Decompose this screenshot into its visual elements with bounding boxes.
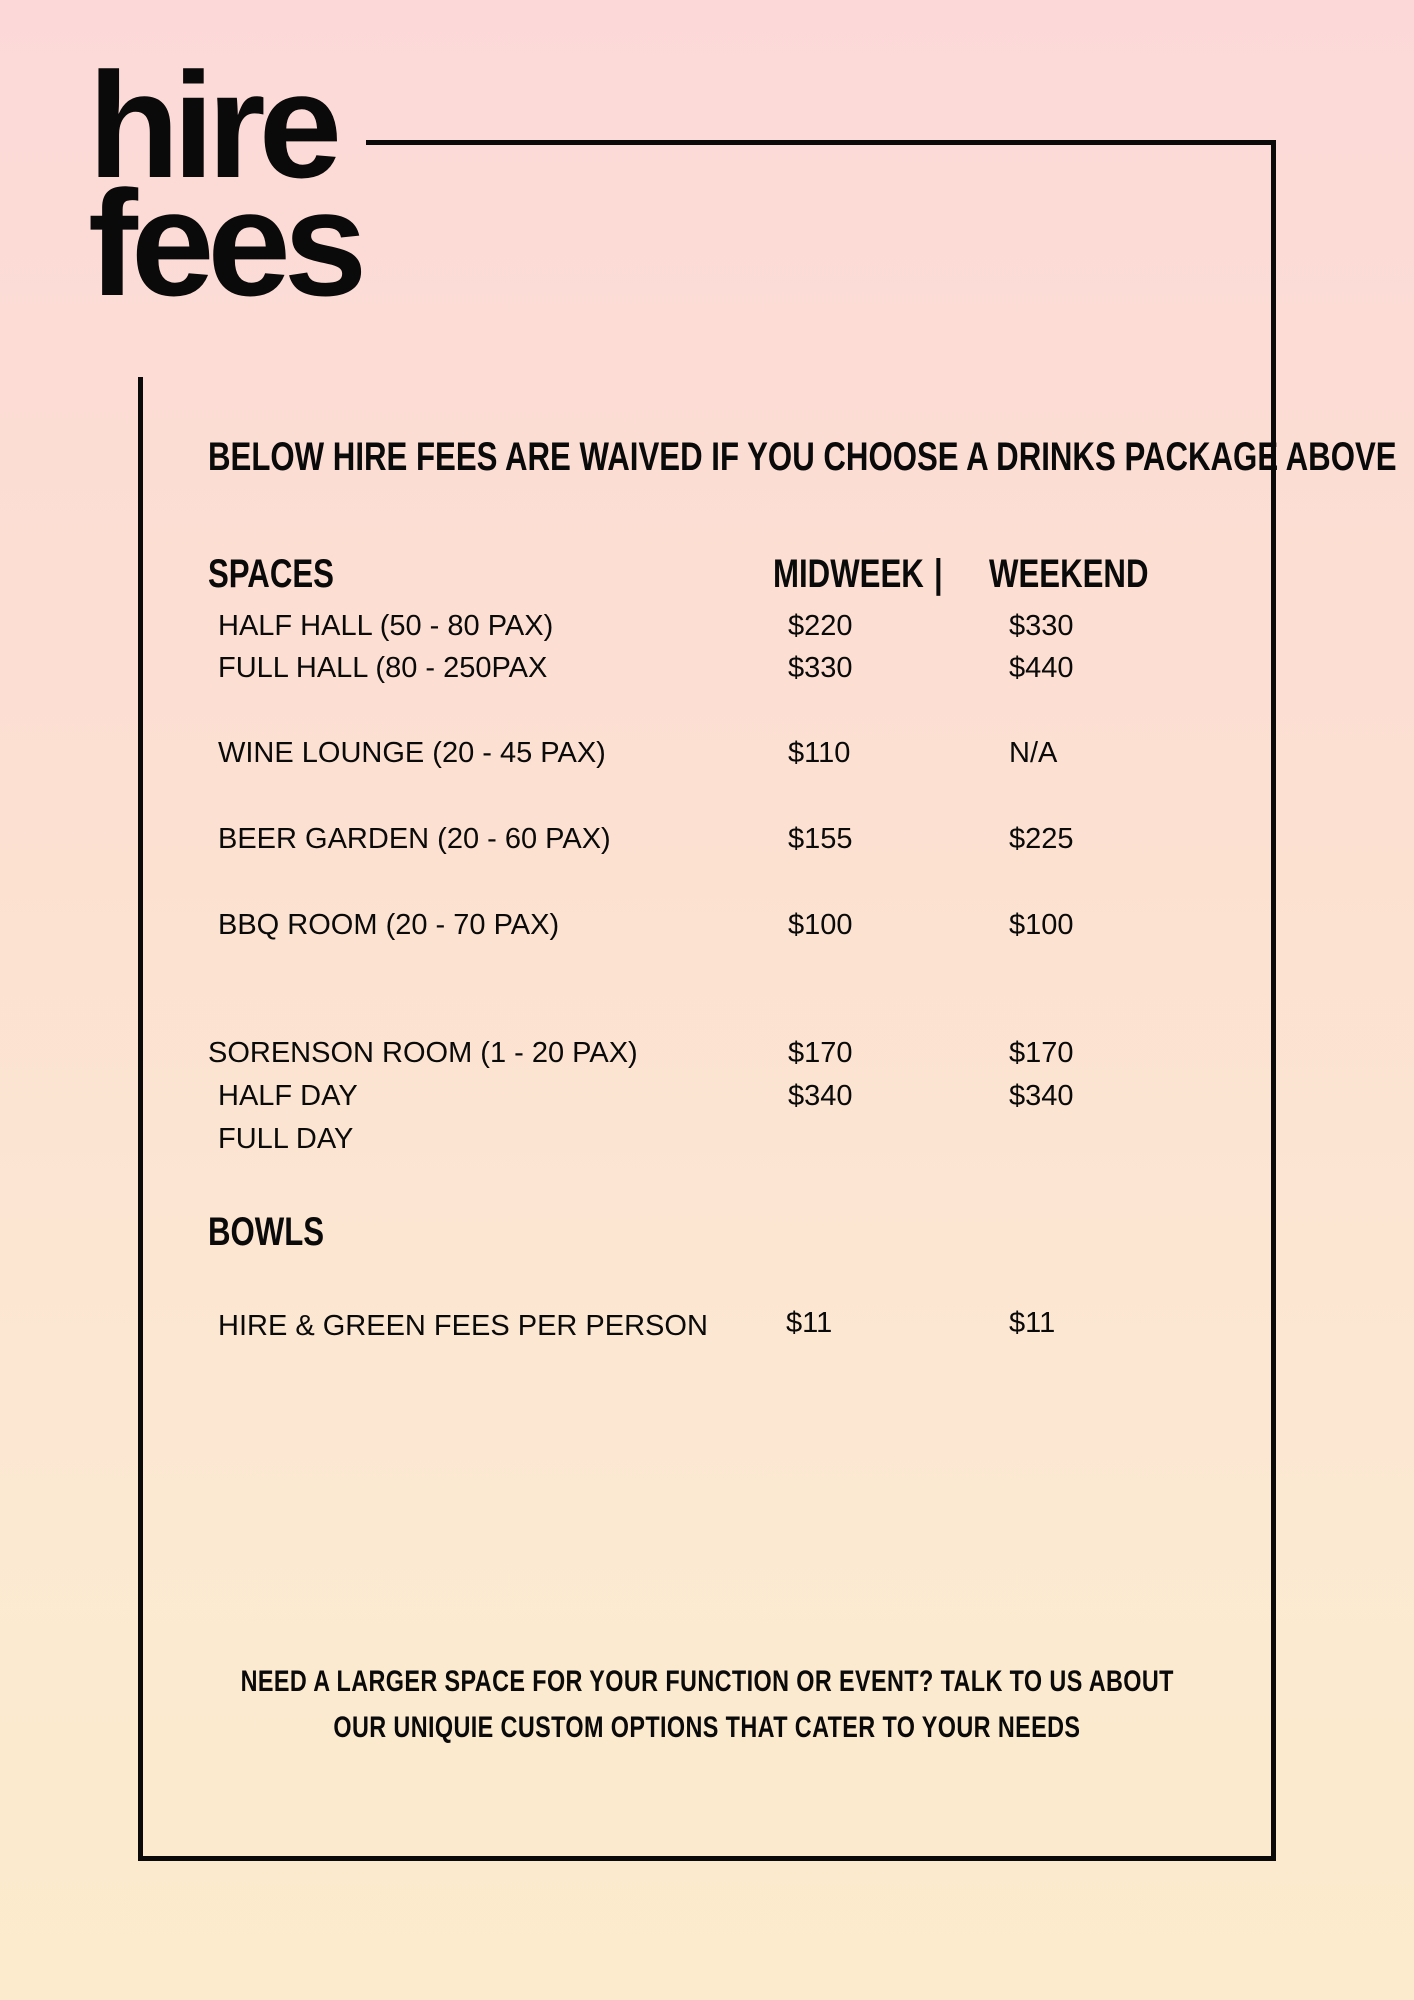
row-weekend: $330: [1009, 610, 1074, 642]
row-space: BBQ ROOM (20 - 70 PAX): [218, 909, 560, 941]
row-midweek: $155: [788, 823, 853, 855]
bowls-label: HIRE & GREEN FEES PER PERSON: [218, 1310, 708, 1342]
row-midweek: $330: [788, 652, 853, 684]
frame-right-line: [1271, 140, 1276, 1861]
row-space: HALF HALL (50 - 80 PAX): [218, 610, 554, 642]
frame-left-line: [138, 377, 143, 1861]
sorenson-midweek-2: $340: [788, 1080, 853, 1112]
frame-bottom-line: [138, 1856, 1276, 1861]
row-space: FULL HALL (80 - 250PAX: [218, 652, 548, 684]
sorenson-full-day: FULL DAY: [218, 1123, 354, 1155]
row-midweek: $110: [788, 737, 851, 769]
notice-text: BELOW HIRE FEES ARE WAIVED IF YOU CHOOSE A DRINKS PACKAGE ABOVE: [208, 435, 1397, 479]
header-midweek: MIDWEEK: [773, 552, 924, 596]
row-space: BEER GARDEN (20 - 60 PAX): [218, 823, 611, 855]
frame-top-line: [366, 140, 1276, 145]
bowls-weekend: $11: [1009, 1307, 1056, 1339]
header-spaces: SPACES: [208, 552, 334, 596]
footer-line-1-wrap: [0, 1665, 1414, 1699]
row-weekend: $100: [1009, 909, 1074, 941]
row-midweek: $220: [788, 610, 853, 642]
header-separator: |: [934, 552, 943, 596]
footer-line-2: OUR UNIQUIE CUSTOM OPTIONS THAT CATER TO YOUR NEEDS: [333, 1711, 1081, 1744]
bowls-midweek: $11: [786, 1307, 833, 1339]
sorenson-weekend-2: $340: [1009, 1080, 1074, 1112]
title-hire: hire: [88, 41, 336, 209]
header-weekend: WEEKEND: [989, 552, 1149, 596]
sorenson-weekend-1: $170: [1009, 1037, 1074, 1069]
row-midweek: $100: [788, 909, 853, 941]
row-space: WINE LOUNGE (20 - 45 PAX): [218, 737, 606, 769]
row-weekend: $440: [1009, 652, 1074, 684]
footer-line-1: NEED A LARGER SPACE FOR YOUR FUNCTION OR EVENT? TALK TO US ABOUT: [240, 1665, 1174, 1698]
title-fees: fees: [88, 159, 361, 327]
sorenson-midweek-1: $170: [788, 1037, 853, 1069]
footer-line-2-wrap: [0, 1711, 1414, 1745]
row-weekend: $225: [1009, 823, 1074, 855]
bowls-heading: BOWLS: [208, 1210, 325, 1254]
sorenson-half-day: HALF DAY: [218, 1080, 358, 1112]
row-weekend: N/A: [1009, 737, 1058, 769]
sorenson-name: SORENSON ROOM (1 - 20 PAX): [208, 1037, 638, 1069]
